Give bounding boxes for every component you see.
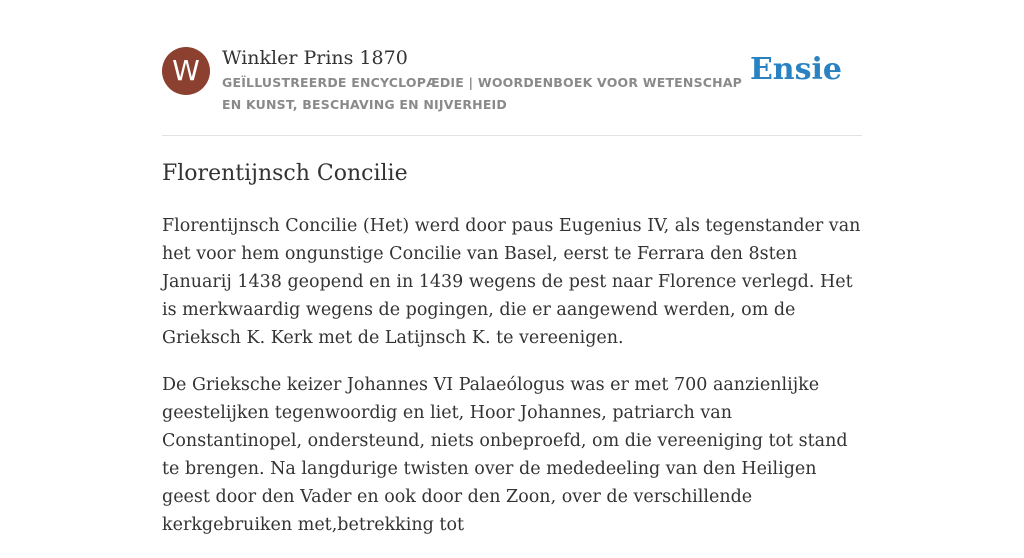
entry-body	[162, 212, 862, 558]
header-divider	[162, 135, 862, 136]
source-avatar[interactable]: W	[162, 47, 210, 95]
entry-title: Florentijnsch Concilie	[162, 161, 408, 186]
ensie-logo[interactable]: Ensie	[749, 52, 842, 87]
entry-paragraph: Florentijnsch Concilie (Het) werd door paus Eugenius IV, als tegenstander van het voor hem ongunstige Concilie van Basel, eerst te Ferrara den 8sten Januarij 1438 geopend en in 1439 wegens de pest naar Florence verlegd. Het is merkwaardig wegens de pogingen, die er aangewend werden, om de Grieksch K. Kerk met de Latijnsch K. te vereenigen.	[162, 216, 861, 348]
source-title-link[interactable]: Winkler Prins 1870	[222, 47, 408, 69]
entry-paragraph: De Grieksche keizer Johannes VI Palaeólogus was er met 700 aanzienlijke geestelijken tegenwoordig en liet, Hoor Johannes, patriarch van Constantinopel, ondersteund, niets onbeproefd, om die vereeniging tot stand te brengen. Na langdurige twisten over de mededeeling van den Heiligen geest door den Vader en ook door den Zoon, over de verschillende kerkgebruiken met,betrekking tot	[162, 375, 848, 535]
source-subtitle: GEÏLLUSTREERDE ENCYCLOPÆDIE | WOORDENBOEK VOOR WETENSCHAP EN KUNST, BESCHAVING EN NIJVERHEID	[222, 75, 743, 112]
source-header	[162, 46, 862, 116]
